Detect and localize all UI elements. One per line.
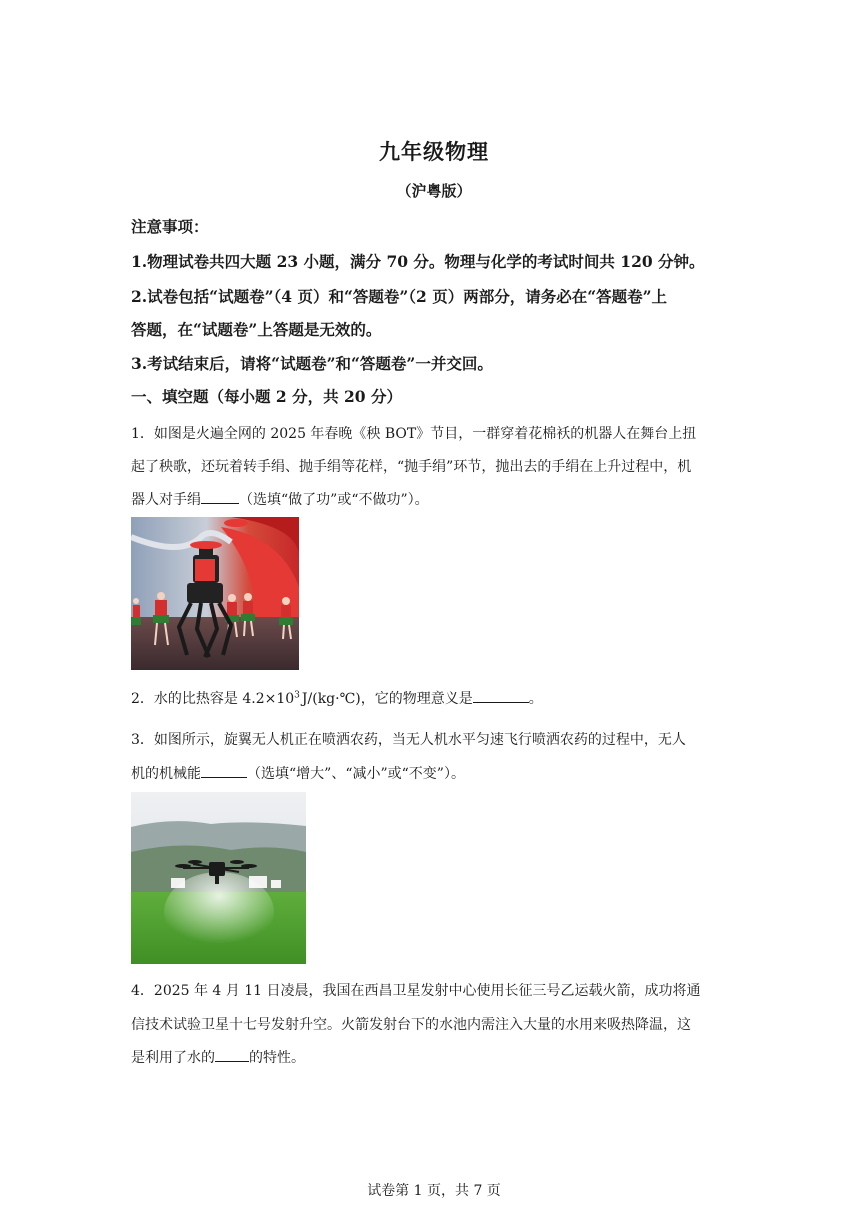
question-3-text-before: 机的机械能 <box>131 766 201 782</box>
question-4-text-after: 的特性。 <box>249 1050 305 1066</box>
question-2-end: 。 <box>528 691 543 707</box>
notice-heading: 注意事项： <box>131 217 209 236</box>
question-1-text-after: （选填“做了功”或“不做功”）。 <box>239 492 429 508</box>
notice-item-2-line2: 答题，在“试题卷”上答题是无效的。 <box>131 320 382 339</box>
page-footer: 试卷第 1 页，共 7 页 <box>367 1183 501 1199</box>
drone-spraying-image <box>131 792 306 964</box>
question-1-line1: 1．如图是火遍全网的 2025 年春晚《秧 BOT》节目，一群穿着花棉袄的机器人在舞台上扭 <box>131 426 697 442</box>
question-3-line1: 3．如图所示，旋翼无人机正在喷洒农药，当无人机水平匀速飞行喷洒农药的过程中，无人 <box>131 732 686 748</box>
question-2 <box>131 688 741 708</box>
notice-item-2-line1: 2.试卷包括“试题卷”（4 页）和“答题卷”（2 页）两部分，请务必在“答题卷”上 <box>131 287 668 306</box>
question-1-text-before: 器人对手绢 <box>131 492 201 508</box>
question-4-text-before: 是利用了水的 <box>131 1050 215 1066</box>
question-2-text-after: ，它的物理意义是 <box>360 691 473 707</box>
question-3-text-after: （选填“增大”、“减小”或“不变”）。 <box>247 766 465 782</box>
page-subtitle: （沪粤版） <box>396 182 472 200</box>
section-heading: 一、填空题（每小题 2 分，共 20 分） <box>131 387 402 406</box>
page-title: 九年级物理 <box>379 139 489 164</box>
question-3-line2 <box>131 763 741 783</box>
answer-blank <box>201 489 239 504</box>
notice-item-3: 3.考试结束后，请将“试题卷”和“答题卷”一并交回。 <box>131 354 493 373</box>
question-2-unit: J/(kg·℃) <box>301 691 361 707</box>
question-4-line3 <box>131 1047 741 1067</box>
question-4-line1: 4．2025 年 4 月 11 日凌晨，我国在西昌卫星发射中心使用长征三号乙运载火箭，成功将通 <box>131 983 701 999</box>
robot-dance-image <box>131 517 299 670</box>
question-1-line3 <box>131 489 741 509</box>
question-4-line2: 信技术试验卫星十七号发射升空。火箭发射台下的水池内需注入大量的水用来吸热降温，这 <box>131 1017 691 1033</box>
answer-blank <box>473 688 529 703</box>
answer-blank <box>215 1047 249 1062</box>
question-2-exponent: 3 <box>294 690 300 701</box>
notice-item-1: 1.物理试卷共四大题 23 小题，满分 70 分。物理与化学的考试时间共 120 分钟。 <box>131 252 705 271</box>
answer-blank <box>201 763 247 778</box>
question-2-text: 2．水的比热容是 4.2×10 <box>131 691 295 707</box>
question-1-line2: 起了秧歌，还玩着转手绢、抛手绢等花样，“抛手绢”环节，抛出去的手绢在上升过程中，机 <box>131 459 692 475</box>
